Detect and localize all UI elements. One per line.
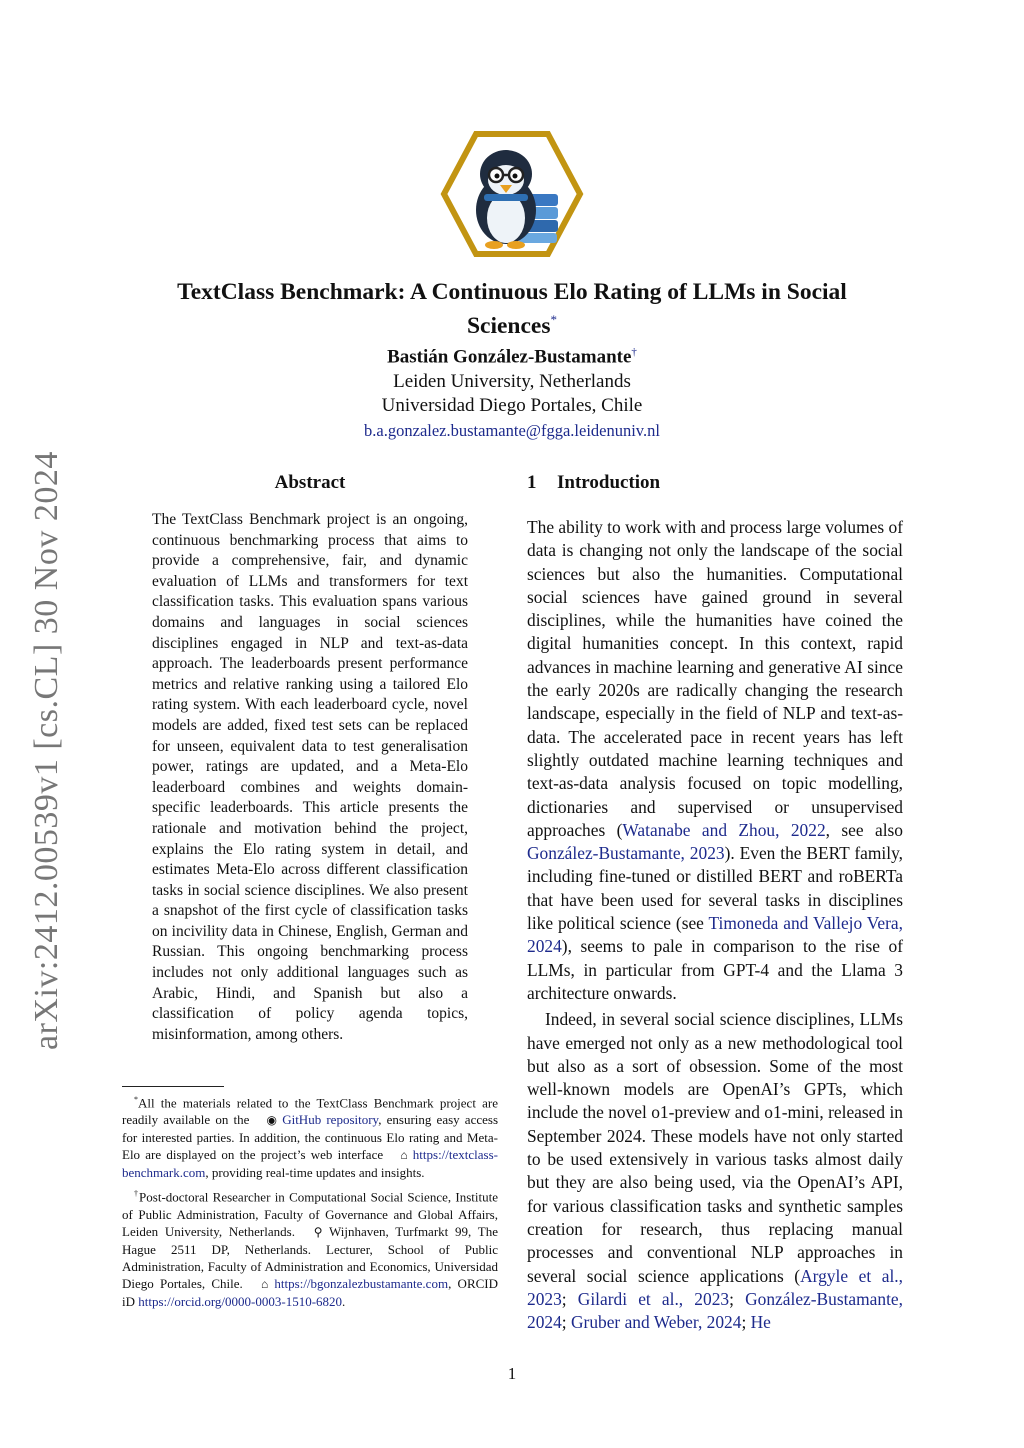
abstract-text: The TextClass Benchmark project is an ongoing, continuous benchmarking process that aims to provide a comprehensive, fair, and dynamic evaluation of LLMs and transformers for text classification tasks. This evaluation spans various domains and languages in social sciences disciplines engaged in NLP and text-as-data approach. The leaderboards present performance metrics and relative ranking using a tailored Elo rating system. With each leaderboard cycle, novel models are added, fixed test sets can be replaced for unseen, equivalent data to test generalisation power, ratings are updated, and a Meta-Elo leaderboard combines and weights domain-specific leaderboards. This article presents the rationale and motivation behind the project, explains the Elo rating system in detail, and estimates Meta-Elo across different classification tasks in social science disciplines. We also present a snapshot of the first cycle of classification tasks on incivility data in Chinese, English, German and Russian. This ongoing benchmarking process includes not only additional languages such as Arabic, Hindi, and Spanish but also a classification of policy agenda topics, misinformation, among others.	[152, 511, 468, 1043]
section-title: Introduction	[557, 472, 661, 493]
abstract-heading: Abstract	[274, 472, 346, 493]
footnote-2: †Post-doctoral Researcher in Computational Social Science, Institute of Public Administration, Faculty of Governance and Global Affairs, Leiden University, Netherlands. ⚲ Wijnhaven, Turfmarkt 99, The Hague 2511 DP, Netherlands. Lecturer, School of Public Administration, Faculty of Administration and Economics, Universidad Diego Portales, Chile. ⌂ https://bgonzalezbustamante.com, ORCID iD https://orcid.org/0000-0003-1510-6820.	[122, 1189, 499, 1309]
author-footnote-mark[interactable]: †	[631, 346, 637, 358]
affiliation-1: Leiden University, Netherlands	[393, 371, 631, 392]
citation-link[interactable]: Watanabe and Zhou, 2022	[622, 819, 826, 840]
orcid-link[interactable]: https://orcid.org/0000-0003-1510-6820	[138, 1293, 343, 1309]
author-website-link[interactable]: https://bgonzalezbustamante.com	[274, 1275, 449, 1291]
intro-paragraph-2: Indeed, in several social science disciplines, LLMs have emerged not only as a new methodological tool but also as a sort of obsession. Some of the most well-known models are OpenAI’s GPTs, which include the novel o1-preview and o1-mini, released in September 2024. These models have not only started to be used extensively in various tasks almost daily but they are also being used, via the OpenAI’s API, for various classification tasks and synthetic samples creation for research, thus replacing manual processes and conventional NLP approaches in several social science applications (Argyle et al., 2023; Gilardi et al., 2023; González-Bustamante, 2024; Gruber and Weber, 2024; He	[527, 1009, 903, 1333]
author-name: Bastián González-Bustamante†	[387, 346, 637, 368]
page-number: 1	[507, 1364, 517, 1383]
intro-paragraph-1: The ability to work with and process large volumes of data is changing not only the landscape of the social sciences but also the humanities. Computational social sciences have gained ground in several disciplines, while the humanities have coined the digital humanities concept. In this context, rapid advances in machine learning and generative AI since the early 2020s are radically changing the research landscape, especially in the field of NLP and text-as-data. The accelerated pace in recent years has left slightly outdated machine learning techniques and text-as-data analysis focused on topic modelling, dictionaries and supervised or unsupervised approaches (Watanabe and Zhou, 2022, see also González-Bustamante, 2023). Even the BERT family, including fine-tuned or distilled BERT and roBERTa that have been used for several tasks in disciplines like political science (see Timoneda and Vallejo Vera, 2024), seems to pale in comparison to the rise of LLMs, in particular from GPT-4 and the Llama 3 architecture onwards.	[527, 517, 904, 1003]
textclass-website-link[interactable]: https://textclass-benchmark.com	[122, 1147, 498, 1181]
footnote-divider	[122, 1086, 224, 1087]
home-icon: ⌂	[260, 1276, 269, 1291]
title-footnote-mark[interactable]: *	[550, 312, 558, 327]
title-line-2: Sciences	[466, 312, 551, 339]
affiliation-2: Universidad Diego Portales, Chile	[381, 395, 643, 416]
github-icon: ◉	[266, 1113, 278, 1128]
introduction-text	[527, 516, 903, 1334]
footnote-1: *All the materials related to the TextClass Benchmark project are readily available on the ◉ GitHub repository, ensuring easy access for interested parties. In addition, the continuous Elo rating and Meta-Elo are displayed on the project’s web interface ⌂ https://textclass-benchmark.com, providing real-time updates and insights.	[122, 1095, 499, 1181]
footnotes	[122, 1091, 498, 1314]
github-repository-link[interactable]: GitHub repository	[282, 1112, 379, 1128]
section-heading-introduction	[527, 472, 660, 494]
paper-title	[120, 278, 904, 340]
home-icon: ⌂	[400, 1148, 408, 1163]
citation-link[interactable]: González-Bustamante, 2024	[527, 1288, 903, 1333]
citation-link[interactable]: Timoneda and Vallejo Vera, 2024	[527, 913, 903, 957]
citation-link[interactable]: He	[750, 1312, 771, 1333]
citation-link[interactable]: Argyle et al., 2023	[527, 1265, 903, 1309]
title-line-1: TextClass Benchmark: A Continuous Elo Rating of LLMs in Social	[177, 279, 847, 305]
author-email-link[interactable]: b.a.gonzalez.bustamante@fgga.leidenuniv.nl	[364, 421, 660, 440]
map-pin-icon: ⚲	[313, 1224, 323, 1239]
section-number: 1	[527, 472, 537, 493]
penguin-books-logo-icon	[440, 130, 584, 258]
citation-link[interactable]: González-Bustamante, 2023	[527, 843, 725, 864]
citation-link[interactable]: Gruber and Weber, 2024	[570, 1312, 742, 1333]
citation-link[interactable]: Gilardi et al., 2023	[577, 1288, 730, 1309]
arxiv-identifier-stamp: arXiv:2412.00539v1 [cs.CL] 30 Nov 2024	[28, 451, 65, 1050]
